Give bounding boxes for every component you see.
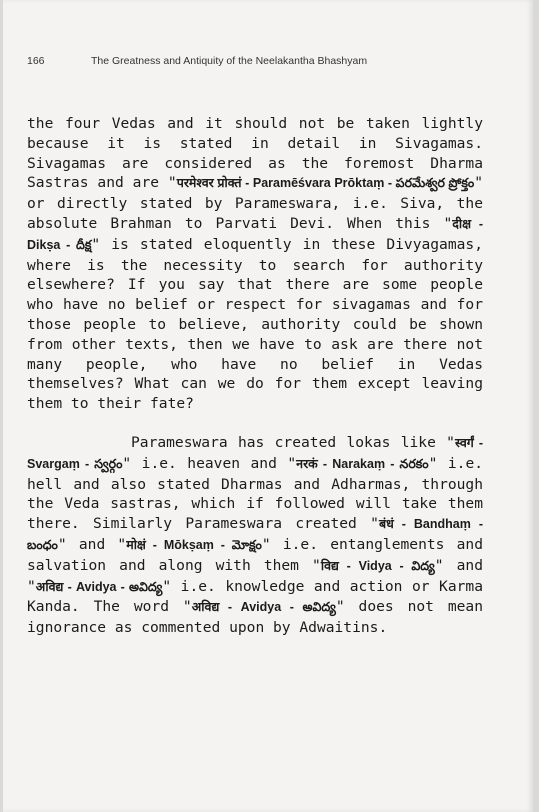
- sanskrit-term: दीक्ष - Dikṣa - దీక్ష: [27, 216, 483, 252]
- text-run: " is stated eloquently in these Divyagamas, where is the necessity to search for authority elsewhere? If you say that there are some people who have no belief or respect for sivagamas and for those people to believe, authority could be shown from other texts, then we have to ask are there not many people, who have no belief in Vedas themselves? What can we do for them except leaving them to their fate?: [27, 235, 483, 413]
- paragraph: [27, 114, 483, 414]
- paragraph: [27, 433, 483, 638]
- sanskrit-term: बंधं - Bandhaṃ - బంధం: [27, 517, 483, 552]
- text-run: " does not mean ignorance as commented upon by Adwaitins.: [27, 598, 483, 637]
- text-run: " or directly stated by Parameswara, i.e. Siva, the absolute Brahman to Parvati Devi. When this ": [27, 174, 483, 232]
- sanskrit-term: नरकं - Narakaṃ - నరకం: [296, 456, 429, 471]
- book-page: [3, 0, 533, 812]
- sanskrit-term: अविद्य - Avidya - అవిద్య: [191, 600, 336, 615]
- sanskrit-term: परमेश्वर प्रोक्तं - Paramēśvara Prōktaṃ - పరమేశ్వర ప్రోక్తం: [176, 176, 475, 191]
- text-run: " i.e. hell and also stated Dharmas and Adharmas, through the Veda sastras, which if followed will take them there. Similarly Parameswara created ": [27, 454, 484, 533]
- text-run: " i.e. entanglements and salvation and along with them ": [27, 535, 483, 574]
- text-run: Parameswara has created lokas like ": [131, 433, 455, 451]
- text-run: " and ": [27, 556, 484, 595]
- text-run: " and ": [57, 535, 127, 553]
- running-header: [27, 55, 513, 67]
- text-run: " i.e. heaven and ": [122, 454, 297, 472]
- book-title: The Greatness and Antiquity of the Neelakantha Bhashyam: [91, 55, 368, 67]
- text-run: " i.e. knowledge and action or Karma Kanda. The word ": [27, 577, 483, 616]
- sanskrit-term: अविद्य - Avidya - అవిద్య: [35, 579, 163, 594]
- sanskrit-term: मोक्षं - Mōkṣaṃ - మోక్షం: [126, 537, 262, 552]
- body-text: [27, 114, 483, 638]
- text-run: the four Vedas and it should not be taken lightly because it is stated in detail in Sivagamas. Sivagamas are considered as the foremost Dharma Sastras and are ": [27, 115, 483, 192]
- sanskrit-term: विद्य - Vidya - విద్య: [320, 558, 435, 573]
- sanskrit-term: स्वर्गं - Svargaṃ - స్వర్గం: [27, 435, 483, 471]
- page-number: 166: [27, 55, 45, 67]
